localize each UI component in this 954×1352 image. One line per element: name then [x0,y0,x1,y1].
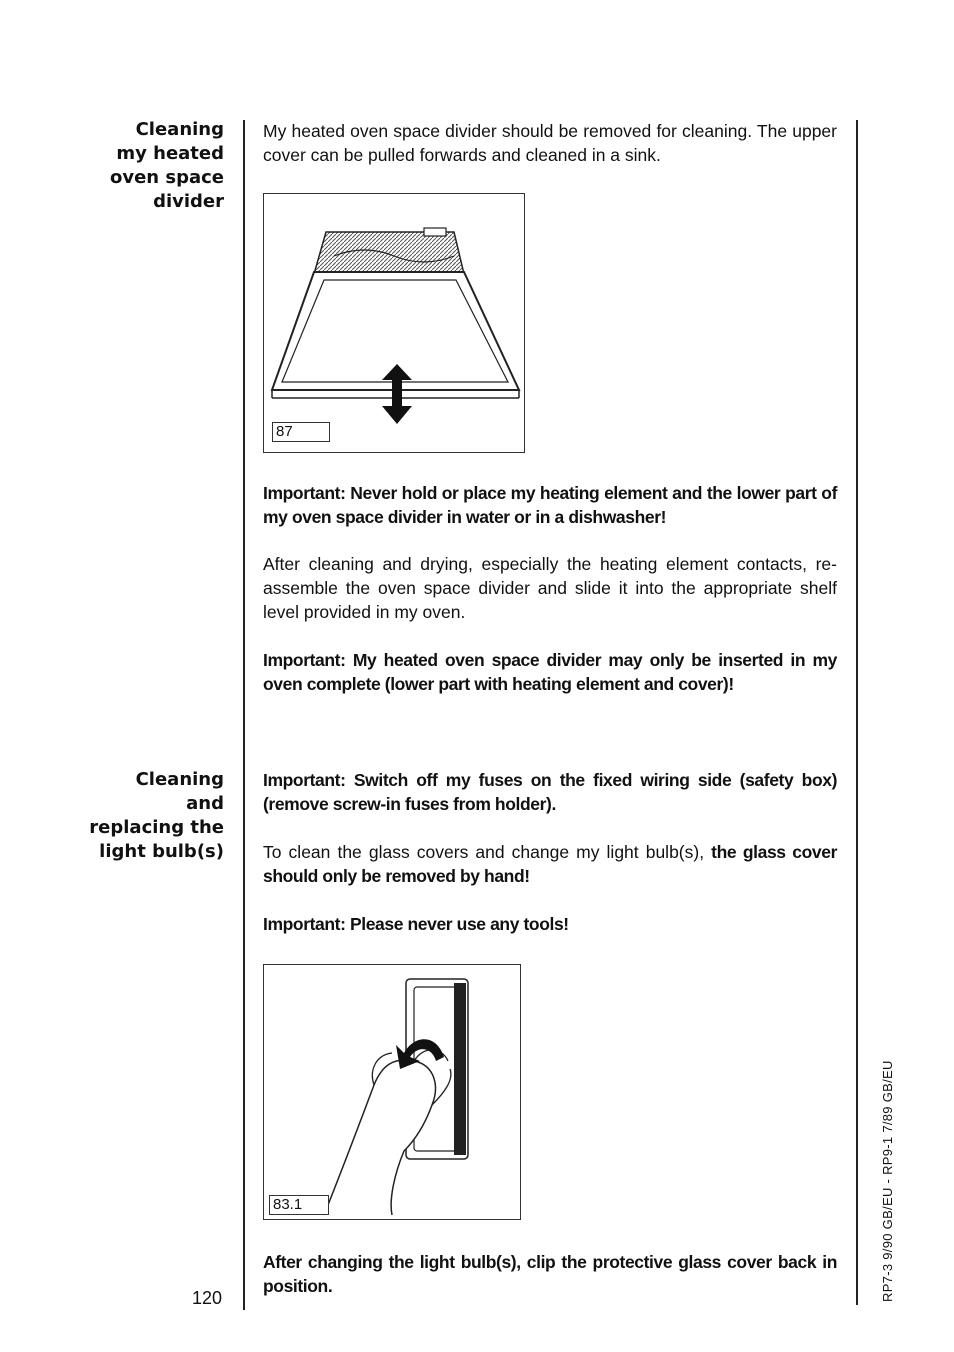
oven-divider-intro: My heated oven space divider should be removed for cleaning. The upper cover can be pulled forwards and cleaned in a sink. [263,121,837,165]
warning-fuses: Important: Switch off my fuses on the fixed wiring side (safety box) (remove screw-in fuses from holder). [263,770,837,814]
closing-instruction: After changing the light bulb(s), clip the protective glass cover back in position. [263,1252,837,1296]
glass-cover-instructions-text: To clean the glass covers and change my light bulb(s), [263,842,712,862]
warning-no-tools: Important: Please never use any tools! [263,914,569,934]
warning-water: Important: Never hold or place my heating element and the lower part of my oven space divider in water or in a dishwasher! [263,483,837,527]
figure-label: 83.1 [269,1195,329,1215]
glass-cover-instructions [263,840,837,888]
oven-divider-illustration [264,194,524,452]
glass-cover-removal-illustration [264,965,520,1219]
figure-oven-divider [263,193,525,453]
section-heading-light-bulbs: Cleaning and replacing the light bulb(s) [89,769,224,862]
reassembly-instructions: After cleaning and drying, especially the heating element contacts, re-assemble the oven space divider and slide it into the appropriate shelf level provided in my oven. [263,554,837,622]
figure-glass-cover [263,964,521,1220]
document-code: RP7-3 9/90 GB/EU - RP9-1 7/89 GB/EU [880,1060,895,1302]
left-column-rule [243,120,245,1310]
glass-cover-instructions-emphasis: the glass cover should only be removed by hand! [263,842,837,886]
warning-complete-insertion: Important: My heated oven space divider may only be inserted in my oven complete (lower part with heating element and cover)! [263,650,837,694]
page-number: 120 [192,1288,223,1308]
figure-label: 87 [272,422,330,442]
right-margin-rule [856,120,858,1305]
section-heading-oven-divider: Cleaning my heated oven space divider [109,119,224,212]
